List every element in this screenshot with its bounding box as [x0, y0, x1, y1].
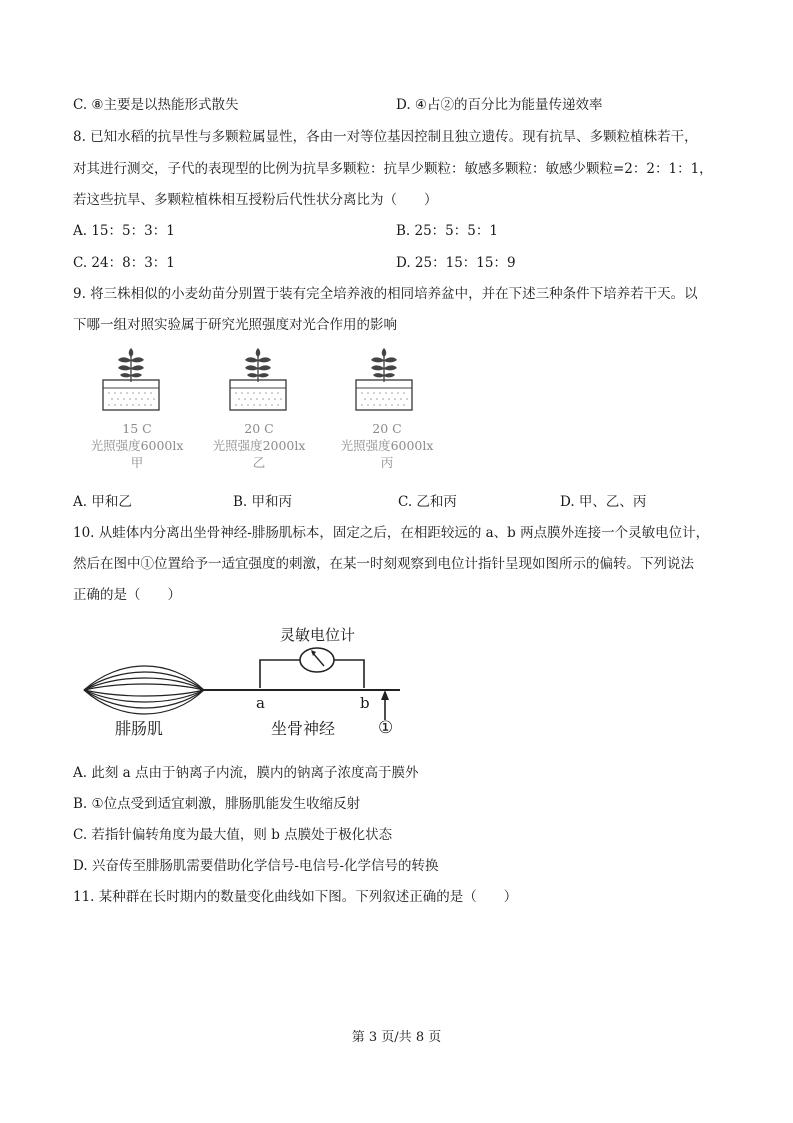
muscle-label: 腓肠肌	[115, 719, 164, 738]
q8-stem-line1: 8. 已知水稻的抗旱性与多颗粒属显性，各由一对等位基因控制且独立遗传。现有抗旱、多颗粒植株若干，	[73, 129, 698, 145]
q7-option-c: C. ⑧主要是以热能形式散失	[73, 97, 239, 113]
plant-pot-bing-figure	[354, 344, 436, 414]
q8-stem-line2: 对其进行测交，子代的表现型的比例为抗旱多颗粒：抗旱少颗粒：敏感多颗粒：敏感少颗粒=2：2：1：1，	[73, 161, 713, 177]
q8-option-b: B. 25：5：5：1	[396, 223, 498, 239]
setup-jia-caption	[82, 420, 192, 471]
q8-option-c: C. 24：8：3：1	[73, 255, 175, 271]
setup-yi-light: 光照强度2000lx	[212, 438, 306, 453]
q8-option-d: D. 25：15：15：9	[396, 255, 516, 271]
setup-jia-name: 甲	[130, 455, 144, 470]
meter-label: 灵敏电位计	[280, 626, 356, 644]
q7-option-d: D. ④占②的百分比为能量传递效率	[396, 97, 603, 113]
plant-pot-jia-figure	[101, 344, 183, 414]
page-footer: 第 3 页/共 8 页	[351, 1030, 442, 1045]
setup-bing-light: 光照强度6000lx	[340, 438, 434, 453]
setup-yi-temp: 20 C	[244, 421, 274, 436]
plant-pot-yi-figure	[228, 344, 310, 414]
setup-jia-temp: 15 C	[122, 421, 152, 436]
setup-yi-name: 乙	[252, 455, 266, 470]
q8-option-a: A. 15：5：3：1	[73, 223, 175, 239]
q9-stem-line1: 9. 将三株相似的小麦幼苗分别置于装有完全培养液的相同培养盆中，并在下述三种条件下培养若干天。以	[73, 286, 698, 302]
point-b-label: b	[360, 694, 370, 712]
q10-option-a: A. 此刻 a 点由于钠离子内流，膜内的钠离子浓度高于膜外	[73, 765, 419, 781]
q10-stem-line2: 然后在图中①位置给予一适宜强度的刺激，在某一时刻观察到电位计指针呈现如图所示的偏转。下列说法	[73, 556, 694, 572]
setup-bing-temp: 20 C	[372, 421, 402, 436]
q9-option-b: B. 甲和丙	[233, 494, 293, 510]
q10-stem-line3: 正确的是（ ）	[73, 587, 181, 603]
stimulus-arrow-icon	[381, 690, 389, 700]
setup-jia-light: 光照强度6000lx	[90, 438, 184, 453]
q10-option-b: B. ①位点受到适宜刺激，腓肠肌能发生收缩反射	[73, 796, 361, 812]
q10-stem-line1: 10. 从蛙体内分离出坐骨神经-腓肠肌标本，固定之后，在相距较远的 a、b 两点膜外连接一个灵敏电位计，	[73, 525, 710, 541]
setup-bing-caption	[332, 420, 442, 471]
q10-option-c: C. 若指针偏转角度为最大值，则 b 点膜处于极化状态	[73, 827, 393, 843]
q9-option-d: D. 甲、乙、丙	[560, 494, 647, 510]
q9-option-c: C. 乙和丙	[398, 494, 457, 510]
q10-option-d: D. 兴奋传至腓肠肌需要借助化学信号-电信号-化学信号的转换	[73, 858, 439, 874]
setup-bing-name: 丙	[380, 455, 394, 470]
nerve-label: 坐骨神经	[271, 719, 336, 738]
q11-stem-line1: 11. 某种群在长时期内的数量变化曲线如下图。下列叙述正确的是（ ）	[73, 889, 518, 905]
stimulus-site-label: ①	[378, 718, 394, 738]
q8-stem-line3: 若这些抗旱、多颗粒植株相互授粉后代性状分离比为（ ）	[73, 192, 438, 208]
point-a-label: a	[256, 694, 265, 712]
setup-yi-caption	[204, 420, 314, 471]
q9-stem-line2: 下哪一组对照实验属于研究光照强度对光合作用的影响	[73, 317, 397, 333]
q9-option-a: A. 甲和乙	[73, 494, 132, 510]
galvanometer-icon	[300, 648, 334, 672]
